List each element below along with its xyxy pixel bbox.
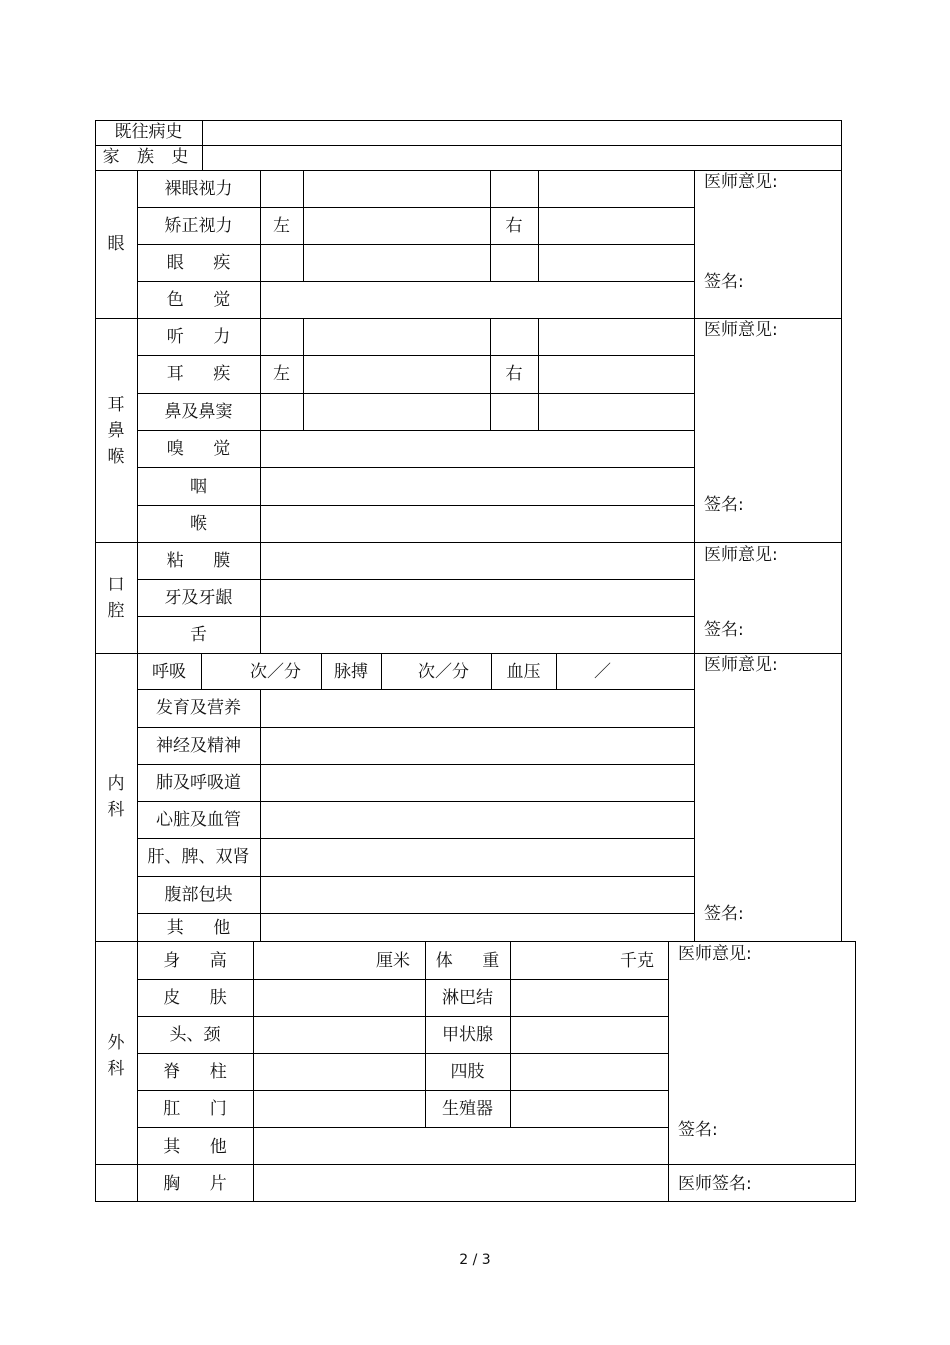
- eye-signature: 签名:: [704, 272, 744, 292]
- nose-sinus-label: 鼻及鼻窦: [164, 402, 233, 422]
- genital-label: 生殖器: [442, 1099, 493, 1119]
- eye-section-label: 眼: [107, 234, 125, 254]
- chest-xray-label: 胸 片: [163, 1174, 239, 1194]
- breath-label: 呼吸: [152, 662, 186, 682]
- hearing-label: 听 力: [166, 327, 243, 347]
- larynx-label: 喉: [190, 514, 207, 534]
- past-history-field[interactable]: [203, 121, 840, 145]
- ent-section-label: 耳鼻喉: [107, 395, 125, 467]
- teeth-gums-label: 牙及牙龈: [164, 588, 233, 608]
- abdominal-mass-label: 腹部包块: [164, 885, 233, 905]
- eye-disease-label: 眼 疾: [166, 253, 243, 273]
- eye-right-label: 右: [505, 216, 523, 236]
- family-history-field[interactable]: [203, 146, 840, 170]
- oral-signature: 签名:: [704, 620, 744, 640]
- ent-left-label: 左: [273, 364, 290, 384]
- pulse-label: 脉搏: [334, 662, 368, 682]
- lung-label: 肺及呼吸道: [156, 773, 241, 793]
- spine-label: 脊 柱: [163, 1062, 239, 1082]
- naked-vision-label: 裸眼视力: [164, 179, 233, 199]
- pharynx-label: 咽: [190, 477, 207, 497]
- chest-doctor-signature: 医师签名:: [678, 1174, 752, 1194]
- ent-right-label: 右: [505, 364, 523, 384]
- internal-doctor-opinion: 医师意见:: [704, 655, 778, 675]
- page-number: 2 / 3: [459, 1252, 491, 1268]
- bp-separator: ／: [594, 662, 611, 682]
- eye-doctor-opinion: 医师意见:: [704, 172, 778, 192]
- ear-disease-label: 耳 疾: [166, 364, 243, 384]
- surgery-signature: 签名:: [678, 1120, 718, 1140]
- bp-label: 血压: [506, 662, 541, 682]
- heart-label: 心脏及血管: [156, 810, 241, 830]
- breath-unit: 次／分: [250, 662, 301, 682]
- internal-other-label: 其 他: [166, 918, 243, 938]
- smell-label: 嗅 觉: [166, 439, 243, 459]
- tongue-label: 舌: [190, 625, 207, 645]
- weight-label: 体 重: [435, 951, 512, 971]
- thyroid-label: 甲状腺: [442, 1025, 493, 1045]
- corrected-vision-label: 矫正视力: [164, 216, 233, 236]
- ent-doctor-opinion: 医师意见:: [704, 320, 778, 340]
- pulse-unit: 次／分: [418, 662, 469, 682]
- family-history-label: 家 族 史: [102, 147, 195, 167]
- ent-signature: 签名:: [704, 495, 744, 515]
- oral-doctor-opinion: 医师意见:: [704, 545, 778, 565]
- limbs-label: 四肢: [450, 1062, 485, 1082]
- internal-signature: 签名:: [704, 904, 744, 924]
- anus-label: 肛 门: [163, 1099, 239, 1119]
- head-neck-label: 头、颈: [169, 1025, 221, 1045]
- mucosa-label: 粘 膜: [166, 551, 243, 571]
- color-vision-label: 色 觉: [166, 290, 243, 310]
- height-label: 身 高: [163, 951, 239, 971]
- oral-section-label: 口腔: [107, 575, 125, 621]
- skin-label: 皮 肤: [163, 988, 239, 1008]
- weight-unit: 千克: [620, 951, 654, 971]
- chest-xray-field[interactable]: [254, 1165, 667, 1200]
- lymph-label: 淋巴结: [442, 988, 493, 1008]
- past-history-label: 既往病史: [114, 122, 183, 142]
- height-unit: 厘米: [376, 951, 410, 971]
- surgery-other-label: 其 他: [163, 1137, 239, 1157]
- internal-section-label: 内科: [107, 774, 125, 820]
- eye-left-label: 左: [273, 216, 290, 236]
- development-label: 发育及营养: [156, 698, 241, 718]
- neuro-label: 神经及精神: [156, 736, 241, 756]
- surgery-doctor-opinion: 医师意见:: [678, 944, 752, 964]
- surgery-section-label: 外科: [107, 1033, 125, 1079]
- liver-spleen-kidney-label: 肝、脾、双肾: [147, 847, 250, 867]
